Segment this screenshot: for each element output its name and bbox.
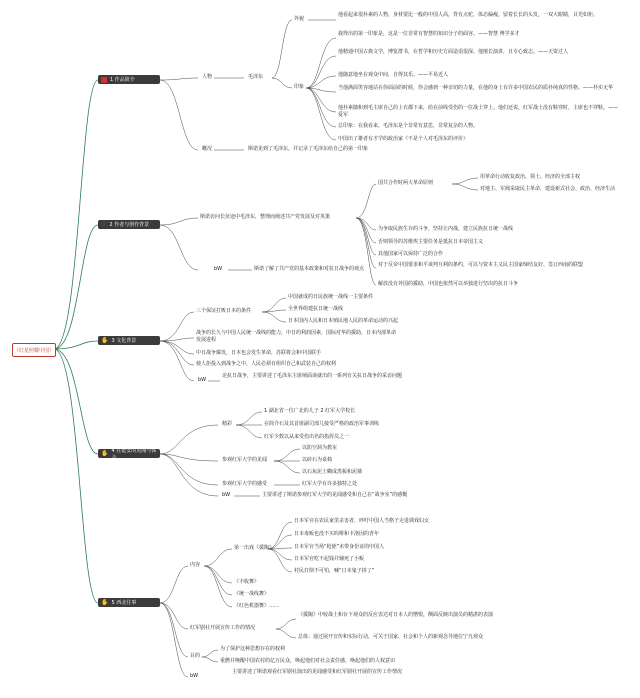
node-s5-o3[interactable]: 《统一战线舞》 [234, 591, 270, 597]
node-s5-fi4[interactable]: 日本军官吃不起钱并辅死了小贩 [294, 556, 365, 562]
node-s2-m2[interactable]: 为争取民族生存的斗争，坚持让内战，建立民族抗日统一战线 [378, 226, 514, 232]
node-s4-v3[interactable]: 以石灰泥土糊成黑板和泥墙 [302, 469, 363, 475]
node-s2-m1b[interactable]: 对地主、军阀采取民主革命，建设新式社会、政治、经济生活 [480, 186, 616, 192]
hand-icon: ✋ [101, 449, 109, 457]
node-impression[interactable]: 印象 [294, 84, 305, 90]
node-s2-m1[interactable]: 国共合作时两大革命原则 [378, 180, 434, 186]
node-appearance-1[interactable]: 他看起来很朴素的人物，身材要比一般的中国人高，背有点驼，体态偏瘦，留着长长的头发，一双大眼睛，目光如炬。 [338, 12, 599, 18]
node-impression-3[interactable]: 他随意地坐在观众中间，自得其乐。——平易近人 [338, 72, 449, 78]
node-s5-fi3[interactable]: 日本军官当场“枪毙”未带身份证的中国人 [294, 544, 385, 550]
node-s5-fi1[interactable]: 日本军官在农民家里杀害者，呼吁中国人当格子走进调戏妇女 [294, 518, 430, 524]
node-s5-prop[interactable]: 红军剧社开展宣传工作的情况 [190, 625, 256, 631]
node-s2-m3[interactable]: 否则领导的苏维埃主要任务是抵抗日本帝国主义 [378, 239, 484, 245]
node-s5-purpose[interactable]: 目的 [190, 653, 201, 659]
node-s5-o4[interactable]: 《红色机器舞》…… [234, 603, 280, 609]
node-s3-c2[interactable]: 全世界组建抗日统一战线 [288, 306, 344, 312]
node-s5-first[interactable]: 第一出戏《援陶》 [234, 545, 275, 551]
node-impression-1[interactable]: 我得出的第一印象是，这是一位非常有智慧的知识分子的面容。——智慧 博学多才 [338, 31, 520, 37]
section-5-label: 5 西北往事 [111, 600, 137, 606]
section-4-node[interactable] [98, 447, 160, 461]
node-impression-6[interactable]: 总印象：在我看来，毛泽东是个非常有意思，非常复杂的人物。 [338, 123, 479, 129]
node-s2-main[interactable]: 斯诺访问长征途中毛泽东，整理而阐述共产党发展及对英策 [200, 214, 331, 220]
trunk-connectors [54, 80, 98, 603]
hand-icon: ✋ [101, 598, 109, 606]
section-1-label: 1 作品简介 [110, 77, 135, 83]
node-s4-f1[interactable]: 红军大学有许多独特之处 [302, 481, 358, 487]
node-s2-m5[interactable]: 对于反帝中国要求和平谈判互利的条约，可以与资本主义民主国家缔结友好、签订西南的联盟 [378, 262, 584, 268]
node-s2-bw[interactable]: bW [214, 266, 223, 272]
node-s4-sp2[interactable]: 在简介石及其首席副司部儿接受严格的政治军事训练 [264, 421, 380, 427]
section-5-node[interactable] [98, 598, 160, 607]
node-maozedong[interactable]: 毛泽东 [248, 74, 264, 80]
node-impression-7[interactable]: 中国出了雄者有才学的政治家《不是个人对毛泽东的评价》 [338, 136, 469, 142]
node-s5-o2[interactable]: 《丰收舞》 [234, 579, 260, 585]
node-s5-pu2[interactable]: 重燃并唤醒中国农村的亿万民众，唤起他们对社会责任感，唤起他们的人权意识 [220, 658, 396, 664]
node-s3-l3[interactable]: 中日战争爆发，日本也会发生革命，苏联将会和中国联手 [196, 350, 322, 356]
section-3-node[interactable] [98, 336, 160, 345]
hand-icon: ✋ [101, 336, 109, 344]
node-s5-content[interactable]: 内容 [190, 562, 201, 568]
node-s3-bw[interactable]: bW [198, 377, 207, 383]
node-s4-bw[interactable]: bW [222, 492, 231, 498]
root-topic[interactable]: 《红星照耀中国》 [12, 343, 56, 357]
node-s5-p2[interactable]: 总体：通过展开宣传和实际行动，可关于国家、社会和个人的新观念导地位宁凡观众 [298, 634, 484, 640]
node-s2-m1a[interactable]: 用革命行动收复政治、领土、经济的全部主权 [480, 174, 581, 180]
node-s5-fi5[interactable]: 村民打倒不可怕，喊“日本鬼子拼了” [294, 568, 375, 574]
node-impression-4[interactable]: 当他满面笑容地站在你面前的时候，你会感到一种亲切的力量，在他的身上有许多中国农民的质朴纯真的性格。——朴实无华 [338, 85, 614, 91]
node-s4-spirit[interactable]: 精彩 [222, 421, 233, 427]
node-s5-bw[interactable]: bW [190, 673, 199, 679]
node-overview[interactable]: 概况 [202, 146, 213, 152]
node-impression-2[interactable]: 他精通中国古典文学，博览群书，在哲学和历史方面造诣很深。他擅长演讲，且专心致志。——天资过人 [338, 49, 569, 55]
node-s2-m6[interactable]: 解放没有外国的援助，中国也依然可以举独进行坚决的抗日斗争 [378, 281, 519, 287]
node-s2-m4[interactable]: 其他国家可以保持广泛的合作 [378, 251, 444, 257]
section-2-label: 2 作者与创作背景 [109, 222, 150, 228]
node-s4-v1[interactable]: 以防空洞为教室 [302, 445, 338, 451]
node-s3-l2[interactable]: 战争的长久与中国人民统一战线的能力，中日的利润因素，国际对华的援助，日本内部革命发展进程 [196, 330, 397, 343]
node-s3-c1[interactable]: 中国就成的日民族统一战线一主要条件 [288, 294, 374, 300]
node-s3-cond[interactable]: 三个保证打败日本的条件 [196, 308, 252, 314]
node-character[interactable]: 人物 [202, 74, 213, 80]
node-s3-c3[interactable]: 日本国内人民和日本殖民地人民的革命运动的兴起 [288, 318, 399, 324]
square-icon [101, 77, 107, 83]
node-s5-pu1[interactable]: 为了保护这种思想存在的权利 [220, 646, 286, 652]
node-s4-feel[interactable]: 参观红军大学的感受 [222, 481, 268, 487]
section-2-node[interactable] [98, 220, 160, 229]
node-s4-visit[interactable]: 参观红军大学的见闻 [222, 457, 268, 463]
node-s5-p1[interactable]: 《援陶》中较战士和台下观众的反应表达对日本人的憎恨，侧面反映出演员的精湛的表演 [298, 612, 494, 618]
node-overview-1[interactable]: 斯诺见到了毛泽东，并记录了毛泽东给自己的第一印象 [248, 146, 369, 152]
node-s4-bw-text[interactable]: 主要讲述了斯诺参观红军大学的见闻感受和自己在“战争室”的感慨 [262, 492, 408, 498]
section-3-label: 3 文化背景 [111, 338, 137, 344]
node-s2-bw-text[interactable]: 斯诺了解了共产党的基本政策和对抗日战争的观点 [254, 266, 365, 272]
node-s5-fi2[interactable]: 日本毒贩也没不买吗啡和卡洛因的青年 [294, 531, 380, 537]
heart-icon: ♡ [101, 220, 107, 228]
node-s5-bw-text[interactable]: 主要讲述了斯诺观看红军剧社演出的见闻感受和红军剧社开展的宣传工作情况 [232, 669, 403, 675]
node-s3-l4[interactable]: 使人拒投入到战争之中，人民必须有组织自己和武装自己的权利 [196, 361, 337, 367]
node-s4-v2[interactable]: 以砖石为桌椅 [302, 457, 333, 463]
node-s3-bw-text[interactable]: 论抗日战争，主要讲述了毛泽东主席阐面谈就出的一系列有关抗日战争的采访问题 [222, 373, 403, 379]
section-1-node[interactable] [98, 75, 160, 84]
node-impression-5[interactable]: 他朴素随和到毛主席自己的上衣都下来，给在前线受伤的一位战士穿上。他们还说，红军战士没有鞋穿时，主席也不穿鞋。——爱军 [338, 105, 619, 118]
node-s4-sp1[interactable]: 1 湖北省一位广北的儿子 2 红军大学校长 [264, 408, 356, 414]
node-s4-sp3[interactable]: 红军少数以从来受伤出名的指挥员之一 [264, 434, 350, 440]
node-appearance[interactable]: 外貌 [294, 16, 305, 22]
section-4-label: 4 在延安的见闻与体会 [111, 447, 157, 461]
